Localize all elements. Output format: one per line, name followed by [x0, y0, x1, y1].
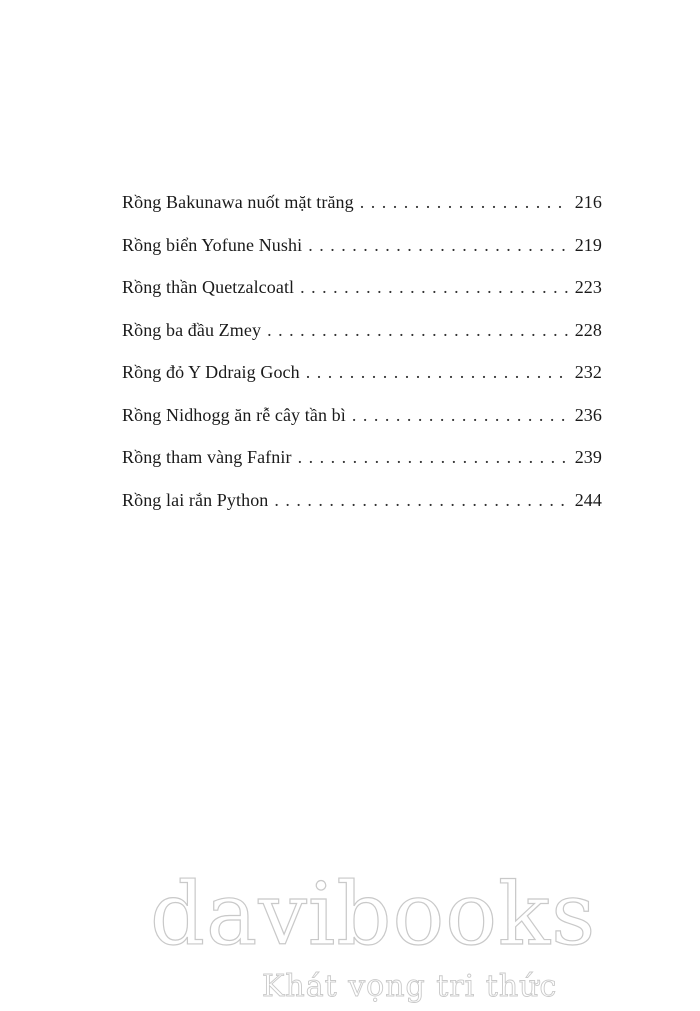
toc-leader-dots	[352, 405, 569, 426]
toc-entry-page: 239	[574, 447, 602, 467]
toc-leader-dots	[300, 277, 569, 298]
toc-entry-title: Rồng tham vàng Fafnir	[122, 447, 292, 467]
watermark-tagline: Khát vọng tri thức	[262, 969, 558, 1004]
toc-leader-dots	[267, 320, 569, 341]
toc-entry[interactable]	[122, 235, 602, 278]
toc-entry-page: 244	[574, 489, 602, 510]
toc-entry-page: 216	[574, 192, 602, 212]
toc-leader-dots	[306, 362, 569, 383]
toc-entry[interactable]	[122, 490, 602, 533]
toc-entry-page: 228	[574, 319, 602, 340]
toc-entry-page: 232	[574, 362, 602, 382]
toc-entry-title: Rồng lai rắn Python	[122, 489, 269, 510]
table-of-contents	[122, 192, 602, 532]
toc-leader-dots	[298, 447, 569, 468]
toc-leader-dots	[274, 490, 568, 511]
toc-entry-title: Rồng Nidhogg ăn rễ cây tần bì	[122, 404, 346, 425]
toc-leader-dots	[308, 235, 568, 256]
toc-entry[interactable]	[122, 362, 602, 405]
toc-entry[interactable]	[122, 277, 602, 320]
toc-entry[interactable]	[122, 405, 602, 448]
toc-leader-dots	[360, 192, 569, 213]
toc-entry-title: Rồng ba đầu Zmey	[122, 319, 262, 340]
toc-entry-title: Rồng biển Yofune Nushi	[122, 234, 303, 255]
toc-entry[interactable]	[122, 192, 602, 235]
toc-entry-page: 219	[574, 234, 602, 255]
toc-entry-title: Rồng đỏ Y Ddraig Goch	[122, 362, 300, 382]
toc-entry[interactable]	[122, 447, 602, 490]
toc-entry[interactable]	[122, 320, 602, 363]
toc-entry-page: 236	[574, 404, 602, 425]
toc-entry-title: Rồng Bakunawa nuốt mặt trăng	[122, 192, 354, 212]
watermark-brand: davibooks	[150, 865, 597, 965]
toc-entry-title: Rồng thần Quetzalcoatl	[122, 277, 295, 297]
toc-entry-page: 223	[574, 277, 602, 297]
